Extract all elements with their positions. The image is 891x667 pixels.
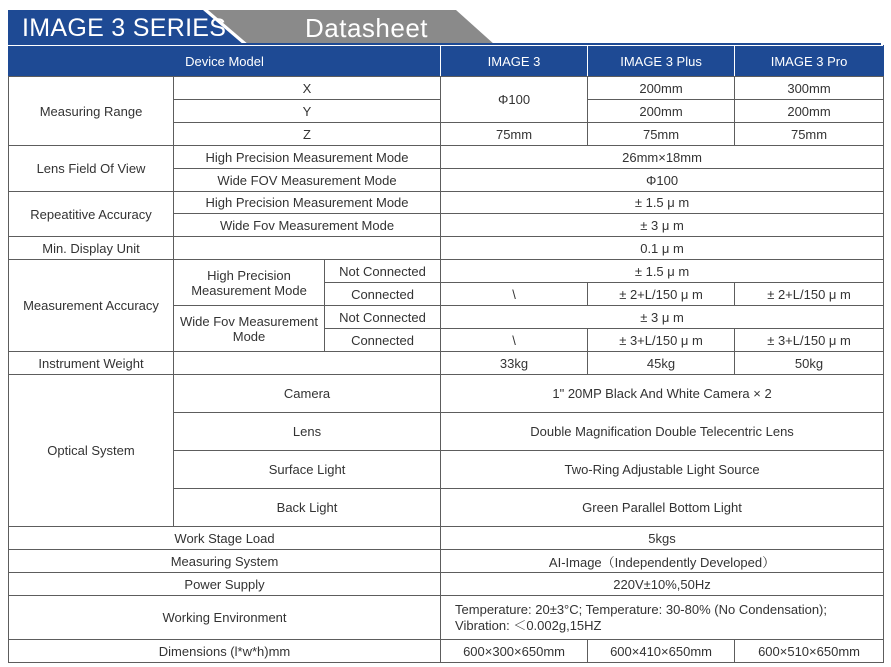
table-row xyxy=(9,260,884,283)
environment-line-2: Vibration: ＜0.002g,15HZ xyxy=(455,617,602,633)
camera-value: 1" 20MP Black And White Camera × 2 xyxy=(441,375,884,413)
range-z-plus: 75mm xyxy=(588,123,735,146)
model-header-image3-plus: IMAGE 3 Plus xyxy=(588,46,735,77)
accuracy-high-mode: High Precision Measurement Mode xyxy=(174,260,325,306)
range-y-pro: 200mm xyxy=(735,100,884,123)
lens-fov-label: Lens Field Of View xyxy=(9,146,174,192)
table-row xyxy=(9,77,884,100)
wide-connected-label: Connected xyxy=(325,329,441,352)
back-light-value: Green Parallel Bottom Light xyxy=(441,489,884,527)
lens-value: Double Magnification Double Telecentric Lens xyxy=(441,413,884,451)
surface-light-value: Two-Ring Adjustable Light Source xyxy=(441,451,884,489)
power-supply-value: 220V±10%,50Hz xyxy=(441,573,884,596)
repeatitive-accuracy-label: Repeatitive Accuracy xyxy=(9,192,174,237)
optical-system-label: Optical System xyxy=(9,375,174,527)
high-connected-image3: \ xyxy=(441,283,588,306)
range-y-plus: 200mm xyxy=(588,100,735,123)
high-connected-pro: ± 2+L/150 μ m xyxy=(735,283,884,306)
high-not-connected-label: Not Connected xyxy=(325,260,441,283)
weight-label: Instrument Weight xyxy=(9,352,174,375)
weight-pro: 50kg xyxy=(735,352,884,375)
table-row xyxy=(9,550,884,573)
lens-fov-high-mode: High Precision Measurement Mode xyxy=(174,146,441,169)
repeat-wide-mode: Wide Fov Measurement Mode xyxy=(174,214,441,237)
repeat-high-value: ± 1.5 μ m xyxy=(441,192,884,214)
wide-not-connected-label: Not Connected xyxy=(325,306,441,329)
high-connected-label: Connected xyxy=(325,283,441,306)
range-xy-image3: Φ100 xyxy=(441,77,588,123)
working-environment-value xyxy=(441,596,884,640)
table-row xyxy=(9,146,884,169)
back-light-label: Back Light xyxy=(174,489,441,527)
min-display-label: Min. Display Unit xyxy=(9,237,174,260)
series-title: IMAGE 3 SERIES xyxy=(22,14,227,42)
wide-connected-image3: \ xyxy=(441,329,588,352)
lens-fov-wide-value: Φ100 xyxy=(441,169,884,192)
accuracy-wide-mode: Wide Fov Measurement Mode xyxy=(174,306,325,352)
dimensions-plus: 600×410×650mm xyxy=(588,640,735,663)
axis-x: X xyxy=(174,77,441,100)
camera-label: Camera xyxy=(174,375,441,413)
table-header-row xyxy=(9,46,884,77)
table-row xyxy=(9,375,884,413)
datasheet-banner xyxy=(8,10,881,45)
range-x-plus: 200mm xyxy=(588,77,735,100)
surface-light-label: Surface Light xyxy=(174,451,441,489)
weight-blank xyxy=(174,352,441,375)
high-not-connected-value: ± 1.5 μ m xyxy=(441,260,884,283)
table-row xyxy=(9,237,884,260)
table-row xyxy=(9,352,884,375)
model-header-image3-pro: IMAGE 3 Pro xyxy=(735,46,884,77)
spec-table xyxy=(8,45,884,663)
measuring-range-label: Measuring Range xyxy=(9,77,174,146)
dimensions-label: Dimensions (l*w*h)mm xyxy=(9,640,441,663)
measurement-accuracy-label: Measurement Accuracy xyxy=(9,260,174,352)
min-display-value: 0.1 μ m xyxy=(441,237,884,260)
repeat-wide-value: ± 3 μ m xyxy=(441,214,884,237)
work-stage-label: Work Stage Load xyxy=(9,527,441,550)
high-connected-plus: ± 2+L/150 μ m xyxy=(588,283,735,306)
model-header-image3: IMAGE 3 xyxy=(441,46,588,77)
weight-plus: 45kg xyxy=(588,352,735,375)
lens-label: Lens xyxy=(174,413,441,451)
device-model-header: Device Model xyxy=(9,46,441,77)
lens-fov-high-value: 26mm×18mm xyxy=(441,146,884,169)
table-row xyxy=(9,573,884,596)
dimensions-image3: 600×300×650mm xyxy=(441,640,588,663)
wide-connected-pro: ± 3+L/150 μ m xyxy=(735,329,884,352)
work-stage-value: 5kgs xyxy=(441,527,884,550)
axis-y: Y xyxy=(174,100,441,123)
measuring-system-value: AI-Image（Independently Developed） xyxy=(441,550,884,573)
range-z-pro: 75mm xyxy=(735,123,884,146)
working-environment-label: Working Environment xyxy=(9,596,441,640)
weight-image3: 33kg xyxy=(441,352,588,375)
wide-connected-plus: ± 3+L/150 μ m xyxy=(588,329,735,352)
table-row xyxy=(9,192,884,214)
datasheet-title: Datasheet xyxy=(305,13,429,43)
dimensions-pro: 600×510×650mm xyxy=(735,640,884,663)
environment-line-1: Temperature: 20±3°C; Temperature: 30-80% (No Condensation); xyxy=(455,601,827,617)
table-row xyxy=(9,527,884,550)
min-display-blank xyxy=(174,237,441,260)
table-row xyxy=(9,596,884,640)
power-supply-label: Power Supply xyxy=(9,573,441,596)
repeat-high-mode: High Precision Measurement Mode xyxy=(174,192,441,214)
lens-fov-wide-mode: Wide FOV Measurement Mode xyxy=(174,169,441,192)
range-z-image3: 75mm xyxy=(441,123,588,146)
measuring-system-label: Measuring System xyxy=(9,550,441,573)
range-x-pro: 300mm xyxy=(735,77,884,100)
wide-not-connected-value: ± 3 μ m xyxy=(441,306,884,329)
table-row xyxy=(9,640,884,663)
axis-z: Z xyxy=(174,123,441,146)
